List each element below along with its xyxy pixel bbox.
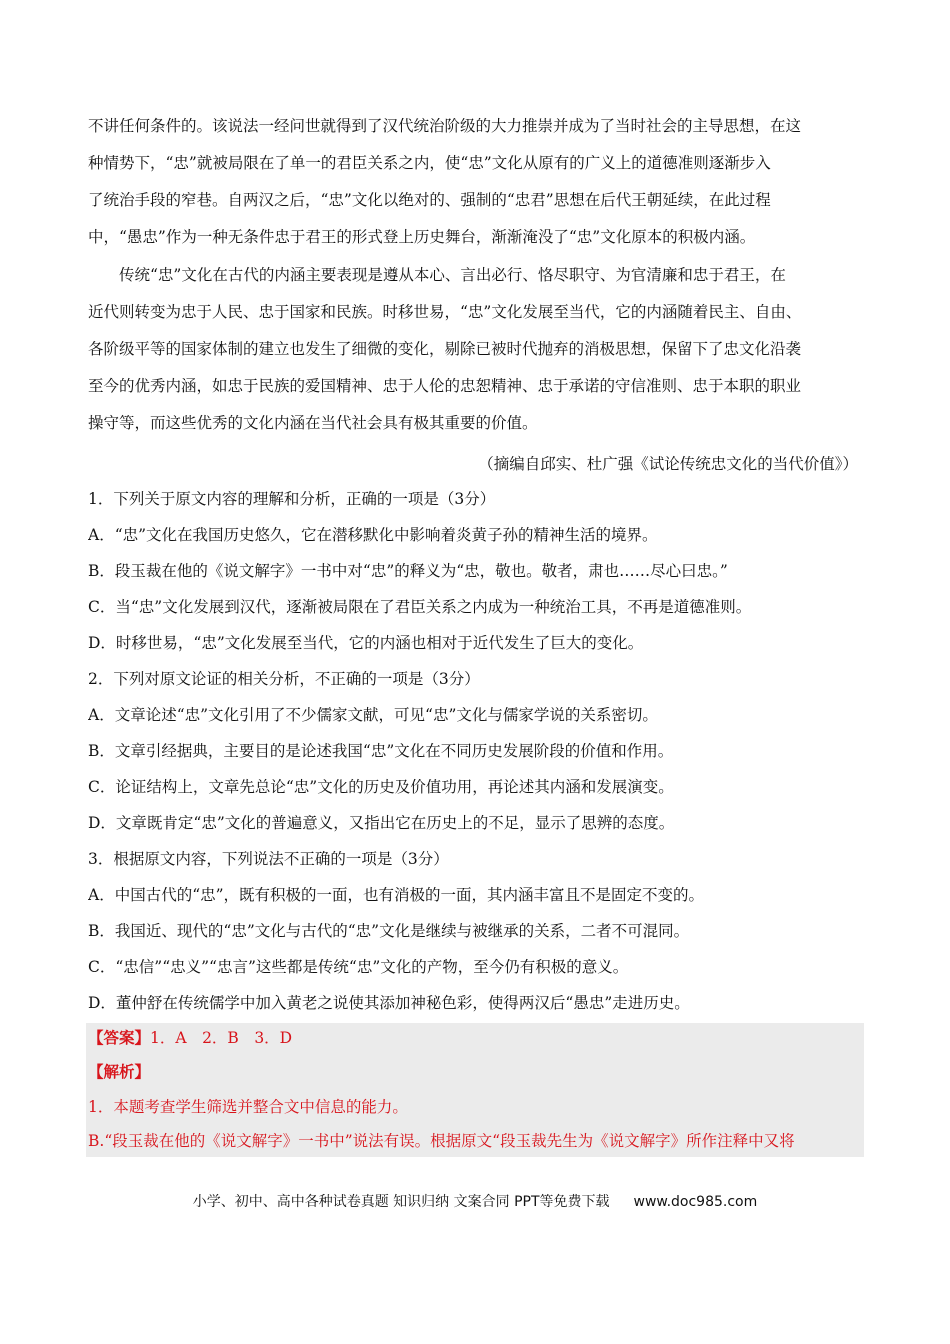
passage-line: 种情势下，“忠”就被局限在了单一的君臣关系之内，使“忠”文化从原有的广义上的道德准则逐渐步入: [88, 154, 771, 172]
option-a: A．“忠”文化在我国历史悠久，它在潜移默化中影响着炎黄子孙的精神生活的境界。: [88, 526, 658, 544]
passage-line: 各阶级平等的国家体制的建立也发生了细微的变化，剔除已被时代抛弃的消极思想，保留下了忠文化沿袭: [88, 340, 802, 358]
footer-url[interactable]: www.doc985.com: [633, 1194, 758, 1210]
emphasis-char: 确: [314, 850, 331, 868]
analysis-line-1: 1．本题考查学生筛选并整合文中信息的能力。: [88, 1098, 408, 1116]
page-footer: [0, 1187, 950, 1217]
option-c: C．“忠信”“忠义”“忠言”这些都是传统“忠”文化的产物，至今仍有积极的意义。: [88, 958, 629, 976]
answer-text: 1．A 2．B 3．D: [150, 1029, 293, 1047]
question-3: [88, 841, 878, 1021]
passage-line: 至今的优秀内涵，如忠于民族的爱国精神、忠于人伦的忠恕精神、忠于承诺的守信准则、忠于本职的职业: [88, 377, 802, 395]
option-b: B．文章引经据典，主要目的是论述我国“忠”文化在不同历史发展阶段的价值和作用。: [88, 742, 674, 760]
passage-line: 近代则转变为忠于人民、忠于国家和民族。时移世易，“忠”文化发展至当代，它的内涵随着民主、自由、: [88, 303, 802, 321]
passage-line: 操守等，而这些优秀的文化内涵在当代社会具有极其重要的价值。: [88, 414, 538, 432]
emphasis-char: 不: [283, 850, 300, 868]
emphasis-char: 正: [330, 670, 346, 688]
answer-label: 【答案】: [88, 1028, 151, 1047]
question-stem: 1．下列关于原文内容的理解和分析，正确的一项是（3分）: [88, 481, 878, 517]
passage-line: 不讲任何条件的。该说法一经问世就得到了汉代统治阶级的大力推崇并成为了当时社会的主导思想，在这: [88, 117, 802, 135]
option-b: B．我国近、现代的“忠”文化与古代的“忠”文化是继续与被继承的关系，二者不可混同。: [88, 922, 690, 940]
emphasis-char: 正: [345, 490, 362, 508]
option-a: A．文章论述“忠”文化引用了不少儒家文献，可见“忠”文化与儒家学说的关系密切。: [88, 706, 658, 724]
option-d: D．文章既肯定“忠”文化的普遍意义，又指出它在历史上的不足，显示了思辨的态度。: [88, 814, 675, 832]
option-c: C．当“忠”文化发展到汉代，逐渐被局限在了君臣关系之内成为一种统治工具，不再是道德准则。: [88, 598, 752, 616]
passage-paragraph-1: [88, 108, 863, 256]
emphasis-char: 确: [361, 490, 377, 508]
option-d: D．董仲舒在传统儒学中加入黄老之说使其添加神秘色彩，使得两汉后“愚忠”走进历史。: [88, 994, 690, 1012]
option-a: A．中国古代的“忠”，既有积极的一面，也有消极的一面，其内涵丰富且不是固定不变的。: [88, 886, 705, 904]
passage-line: 中，“愚忠”作为一种无条件忠于君王的形式登上历史舞台，渐渐淹没了“忠”文化原本的积极内涵。: [88, 228, 756, 246]
footer-text: 小学、初中、高中各种试卷真题 知识归纳 文案合同 PPT等免费下载: [192, 1194, 610, 1210]
emphasis-char: 正: [299, 850, 315, 868]
answer-line: [88, 1021, 292, 1055]
option-d: D．时移世易，“忠”文化发展至当代，它的内涵也相对于近代发生了巨大的变化。: [88, 634, 644, 652]
option-b: B．段玉裁在他的《说文解字》一书中对“忠”的释义为“忠，敬也。敬者，肃也……尽心曰忠。”: [88, 562, 728, 580]
analysis-label: 【解析】: [88, 1062, 151, 1081]
analysis-line-2: B.“段玉裁在他的《说文解字》一书中”说法有误。根据原文“段玉裁先生为《说文解字》所作注释中又将: [88, 1132, 795, 1150]
question-stem: 3．根据原文内容，下列说法不正确的一项是（3分）: [88, 841, 878, 877]
option-c: C．论证结构上，文章先总论“忠”文化的历史及价值功用，再论述其内涵和发展演变。: [88, 778, 674, 796]
question-1: [88, 481, 878, 661]
emphasis-char: 确: [345, 670, 362, 688]
emphasis-char: 不: [314, 670, 331, 688]
passage-paragraph-2: [88, 257, 863, 442]
question-2: [88, 661, 878, 841]
question-stem: 2．下列对原文论证的相关分析，不正确的一项是（3分）: [88, 661, 878, 697]
passage-source: （摘编自邱实、杜广强《试论传统忠文化的当代价值》）: [478, 455, 858, 473]
passage-line: 了统治手段的窄巷。自两汉之后，“忠”文化以绝对的、强制的“忠君”思想在后代王朝延续，在此过程: [88, 191, 771, 209]
passage-line: 传统“忠”文化在古代的内涵主要表现是遵从本心、言出必行、恪尽职守、为官清廉和忠于君王，在: [119, 266, 786, 284]
